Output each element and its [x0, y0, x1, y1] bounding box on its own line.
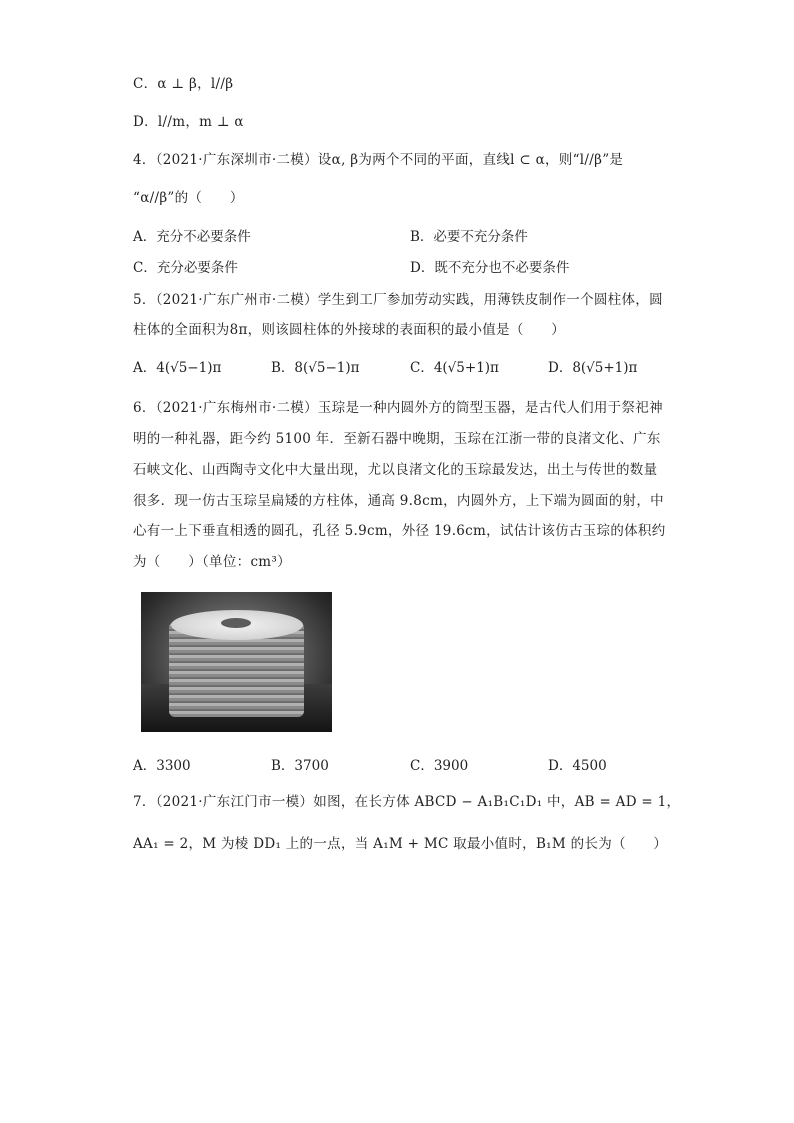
q3-option-c: C．α ⊥ β，l//β: [133, 76, 234, 92]
q5-option-c: C．4(√5+1)π: [410, 360, 499, 376]
q5-stem-line-2: 柱体的全面积为8π，则该圆柱体的外接球的表面积的最小值是（ ）: [133, 322, 566, 338]
q5-option-d: D．8(√5+1)π: [548, 360, 638, 376]
q4-stem-line-1: 4．（2021·广东深圳市·二模）设α, β为两个不同的平面，直线l ⊂ α，则“l//β”是: [133, 152, 624, 168]
q4-option-b: B．必要不充分条件: [410, 229, 528, 245]
q6-option-b: B．3700: [271, 758, 329, 774]
q6-option-d: D．4500: [548, 758, 607, 774]
q5-option-a: A．4(√5−1)π: [133, 360, 222, 376]
q6-stem-line-5: 心有一上下垂直相透的圆孔，孔径 5.9cm，外径 19.6cm，试估计该仿古玉琮的体积约: [133, 523, 666, 539]
q6-stem-line-1: 6．（2021·广东梅州市·二模）玉琮是一种内圆外方的筒型玉器，是古代人们用于祭祀神: [133, 400, 663, 416]
q6-stem-line-6: 为（ ）（单位：cm³）: [133, 554, 291, 570]
q6-stem-line-3: 石峡文化、山西陶寺文化中大量出现，尤以良渚文化的玉琮最发达，出土与传世的数量: [133, 462, 658, 478]
q6-stem-line-2: 明的一种礼器，距今约 5100 年．至新石器中晚期，玉琮在江浙一带的良渚文化、广东: [133, 431, 661, 447]
q4-stem-line-2: “α//β”的（ ）: [133, 190, 244, 206]
q6-option-a: A．3300: [133, 758, 191, 774]
q3-option-d: D．l//m，m ⊥ α: [133, 114, 244, 130]
q6-option-c: C．3900: [410, 758, 469, 774]
q7-stem-line-1: 7．（2021·广东江门市一模）如图，在长方体 ABCD − A₁B₁C₁D₁ 中，AB = AD = 1，: [133, 794, 681, 810]
photo-cong-hole: [221, 618, 251, 628]
q5-stem-line-1: 5．（2021·广东广州市·二模）学生到工厂参加劳动实践，用薄铁皮制作一个圆柱体，圆: [133, 292, 663, 308]
q7-stem-line-2: AA₁ = 2，M 为棱 DD₁ 上的一点，当 A₁M + MC 取最小值时，B₁M 的长为（ ）: [133, 836, 668, 852]
q4-option-c: C．充分必要条件: [133, 260, 238, 276]
q6-stem-line-4: 很多．现一仿古玉琮呈扁矮的方柱体，通高 9.8cm，内圆外方，上下端为圆面的射，中: [133, 493, 664, 509]
q4-option-d: D．既不充分也不必要条件: [410, 260, 570, 276]
q5-option-b: B．8(√5−1)π: [271, 360, 360, 376]
q4-option-a: A．充分不必要条件: [133, 229, 251, 245]
jade-cong-photo: [141, 592, 332, 732]
